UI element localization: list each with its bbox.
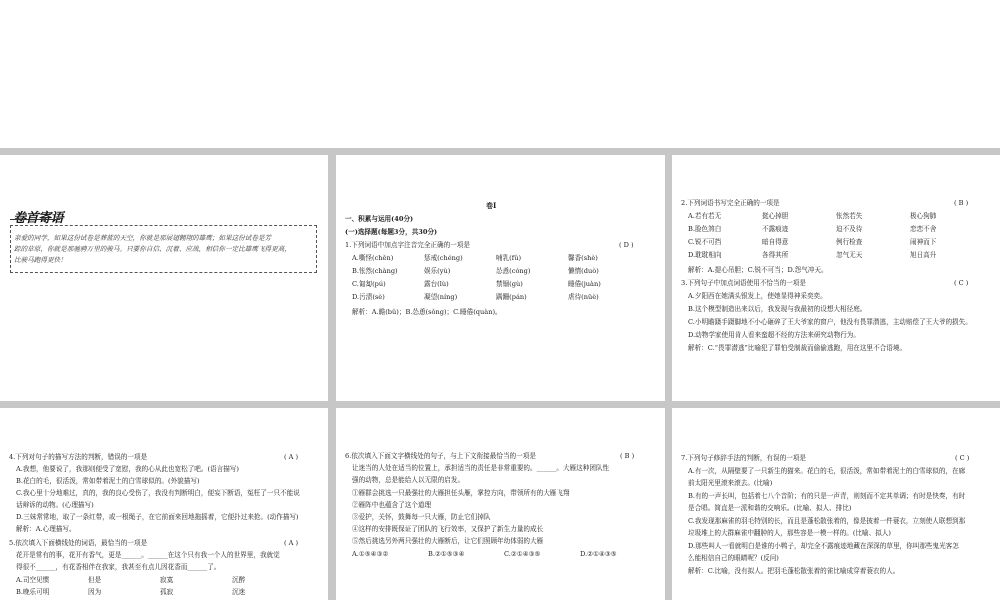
q2-option-cell: 暗自得意 xyxy=(762,238,789,246)
q5-option-cell: 沉醉 xyxy=(232,576,246,584)
question-5-text: 得很不______，有花香相伴在我家，我甚至有点儿因花香而______了。 xyxy=(16,563,221,571)
q2-option-cell: D.耽耽相向 xyxy=(688,251,722,259)
q1-option-cell: 懒惰(duò) xyxy=(568,267,599,275)
question-6-item: ①雁群会挑选一只最强壮的大雁担任头雁，掌控方向，带领所有的大雁飞翔 xyxy=(352,489,570,497)
blank-area xyxy=(0,0,1000,148)
answer-1: ( D ) xyxy=(619,241,634,249)
q6-option-row xyxy=(352,550,656,562)
question-3-option: A.夕阳西在她满头银发上，使她显得神采奕奕。 xyxy=(688,292,827,300)
question-2: 2.下列词语书写完全正确的一项是 xyxy=(681,199,780,207)
q1-option-cell: 娱乐(yù) xyxy=(424,267,451,275)
page-title: 卷首寄语 xyxy=(13,211,64,226)
page-intro xyxy=(0,155,328,401)
page-q4-q5 xyxy=(0,408,328,600)
question-3-option: C.小明瞻蹑手蹑脚地不小心砸碎了王大爷家的窗户，他没有畏罪潜逃，主动赔偿了王大爷的损失。 xyxy=(688,318,972,326)
section-heading: 一、积累与运用(40分) xyxy=(345,215,414,223)
question-7-option: 么能相信自己的眼睛呢？(反问) xyxy=(688,554,779,562)
question-7-note: 解析：C.比喻，没有拟人。把羽毛蓬松散张着的雀比喻成穿着蓑衣的人。 xyxy=(688,567,900,575)
q1-option-cell: 惩戒(chéng) xyxy=(424,254,463,262)
q5-option-cell: B.晚乐可明 xyxy=(16,588,50,596)
question-7-option: D.那些叫人一看就明白是谁的小鸭子，却完全不露痕迹地藏在深深的草里，你叫那些鬼光客怎 xyxy=(688,542,959,550)
q1-option-row xyxy=(352,280,640,293)
question-1-options xyxy=(352,254,640,306)
q1-option-row xyxy=(352,267,640,280)
q2-option-row xyxy=(688,225,984,238)
answer-4: ( A ) xyxy=(284,453,299,461)
q1-option-cell: D.污渍(sè) xyxy=(352,293,385,301)
question-3-option: B.这个模型制造出来以后，我发现与我最初的设想大相径庭。 xyxy=(688,305,867,313)
q6-option-cell: C.②①④③⑤ xyxy=(504,550,541,558)
question-6-item: ⑤然后挑选另外两只强壮的大雁断后，让它们照顾年幼体弱的大雁 xyxy=(352,537,544,545)
q6-option-cell: D.②①④③⑤ xyxy=(580,550,617,558)
q2-option-row xyxy=(688,251,984,264)
q1-option-cell: 睡倦(juàn) xyxy=(568,280,601,288)
q1-option-cell: 虐待(nüè) xyxy=(568,293,599,301)
q2-option-cell: 迫不及待 xyxy=(836,225,863,233)
q2-option-cell: C.锐不可挡 xyxy=(688,238,722,246)
question-7-option: 前太阳光里滚来滚去。(比喻) xyxy=(688,479,773,487)
answer-3: ( C ) xyxy=(954,279,969,287)
question-7-option: B.有的一声长叫，包括着七八个音阶；有的只是一声青，则刻而不定其单调；有时是快奏，有时 xyxy=(688,492,966,500)
answer-6: ( B ) xyxy=(620,452,635,460)
question-4: 4.下列对句子的描写方法的判断，错误的一项是 xyxy=(9,453,148,461)
q1-option-cell: 哺乳(fǔ) xyxy=(496,254,522,262)
question-4-option: A.我想，他要说了，我那则便受了宽慰，我的心从此也宽松了吧。(语言描写) xyxy=(16,465,240,473)
intro-text: 亲爱的同学，如果这份试卷是葬蓝的天空，你就是那展翅翱翔的雄鹰；如果这份试卷是芳 踪的草原，你就是那驰骋万里的骏马。只要你自信、沉着、应战，相信你一定比雄鹰飞得更高， 比骏马跑得更快！ xyxy=(14,234,291,264)
q1-option-row xyxy=(352,254,640,267)
q2-option-row xyxy=(688,212,984,225)
q2-option-cell: 例行检查 xyxy=(836,238,863,246)
question-7-option: 是合唱。简直是一派和谐的交响乐。(比喻、拟人、排比) xyxy=(688,504,852,512)
q2-option-cell: 怅然若失 xyxy=(836,212,863,220)
question-3: 3.下列句子中加点词语使用不恰当的一项是 xyxy=(681,279,806,287)
q1-option-cell: 凝望(níng) xyxy=(424,293,458,301)
q1-option-cell: B.怅然(chàng) xyxy=(352,267,398,275)
q1-option-cell: 馨香(shè) xyxy=(568,254,598,262)
q2-option-cell: 挺心掉胆 xyxy=(762,212,789,220)
question-6-item: ②雁阵中也蕴含了这个道理 xyxy=(352,501,432,509)
question-1-note: 解析：A.瞻(bǔ)；B.怂恿(sǒng)；C.睡倦(quàn)。 xyxy=(352,308,502,316)
page-q7 xyxy=(672,408,1000,600)
question-4-note: 解析：A.心理描写。 xyxy=(16,525,76,533)
question-3-note: 解析：C.“畏罪潜逃”比喻犯了罪怕受制裁而偷偷逃跑，用在这里不合语境。 xyxy=(688,344,907,352)
question-6-text: 强的动物，总是能给人以无限的启发。 xyxy=(352,476,465,484)
q2-option-cell: A.若有若无 xyxy=(688,212,722,220)
page-q1 xyxy=(336,155,665,401)
page-q6 xyxy=(336,408,665,600)
question-7: 7.下列句子修辞手法的判断，有误的一项是 xyxy=(681,454,806,462)
question-7-option: A.有一次，从隔壁要了一只新生的猫来。花白的毛，很活泼，常如带着泥土的白雪球似的，在廊 xyxy=(688,467,966,475)
question-7-option: C.我发现那麻雀的羽毛特别的长，而且是蓬松散张着的，像是披着一件蓑衣，立刻使人联想到那 xyxy=(688,517,966,525)
q1-option-cell: 露台(lù) xyxy=(424,280,449,288)
q1-option-cell: A.嘶怪(chěn) xyxy=(352,254,394,262)
question-4-option: D.三妹常常地，取了一条红带，或一根绳子，在它前面来回地拖摇着，它便扑过来抢。(动作描写) xyxy=(16,513,299,521)
question-6-item: ④这样的安排既保证了团队的飞行效率，又保护了新生力量的成长 xyxy=(352,525,544,533)
subsection-heading: (一)选择题(每题3分，共30分) xyxy=(345,228,438,236)
question-5-text: 花开是常有的事，花开有香气，更是______。______在这个只有我一个人的世界里，我就觉 xyxy=(16,551,280,559)
question-7-option: 垃圾堆上的大群麻雀中翻肿的人，那些容是一模一样的。(比喻、拟人) xyxy=(688,529,891,537)
q2-option-cell: 闹神而下 xyxy=(910,238,937,246)
question-6-text: 让迷当的人处在适当的位置上，承担适当的责任是非常重要的。______。大雁这种团队性 xyxy=(352,464,610,472)
volume-label: 卷Ⅰ xyxy=(486,201,497,210)
answer-7: ( C ) xyxy=(955,454,970,462)
question-2-options xyxy=(688,212,984,264)
q5-option-cell: A.司空见惯 xyxy=(16,576,50,584)
q2-option-cell: 旭日高升 xyxy=(910,251,937,259)
answer-2: ( B ) xyxy=(954,199,969,207)
q1-option-row xyxy=(352,293,640,306)
q5-option-cell: 因为 xyxy=(88,588,102,596)
q2-option-cell: B.脸色煞白 xyxy=(688,225,722,233)
q6-option-cell: B.②①⑤③④ xyxy=(428,550,465,558)
q2-option-row xyxy=(688,238,984,251)
q2-option-cell: 各得其所 xyxy=(762,251,789,259)
q1-option-cell: 蹒跚(pán) xyxy=(496,293,527,301)
page-q2-q3 xyxy=(672,155,1000,401)
q5-option-cell: 但是 xyxy=(88,576,102,584)
q5-option-cell: 孤寂 xyxy=(160,588,174,596)
question-4-option: C.我心里十分地难过，真的，我的良心受伤了，我没有判断明白，便妄下断语，冤枉了一只不能说 xyxy=(16,489,300,497)
question-2-note: 解析：A.提心吊胆；C.锐不可当；D.怨气冲天。 xyxy=(688,266,828,274)
q1-option-cell: 怂恿(cóng) xyxy=(496,267,531,275)
question-3-option: D.动物学家使用肯人看来蛮超不经的方法来研究动物行为。 xyxy=(688,331,860,339)
q1-option-cell: 禁锢(gù) xyxy=(496,280,523,288)
question-6: 6.依次填入下面文字横线处的句子，与上下文衔接最恰当的一项是 xyxy=(345,452,536,460)
question-4-option: 话辩诉的动物。(心理描写) xyxy=(16,501,94,509)
q2-option-cell: 恋恋不舍 xyxy=(910,225,937,233)
question-6-options xyxy=(352,550,656,562)
question-4-option: B.花白的毛，很活泼，常如带着泥土的白雪球似的。(外貌描写) xyxy=(16,477,200,485)
q2-option-cell: 忽气无天 xyxy=(836,251,863,259)
q2-option-cell: 不露痕迹 xyxy=(762,225,789,233)
q5-option-row xyxy=(16,576,304,588)
q6-option-cell: A.①⑤④③② xyxy=(352,550,389,558)
question-1: 1.下列词语中加点字注音完全正确的一项是 xyxy=(345,241,470,249)
q5-option-row xyxy=(16,588,304,600)
question-5-options xyxy=(16,576,304,600)
q5-option-cell: 沉迷 xyxy=(232,588,246,596)
question-5: 5.依次填入下面横线处的词语，最恰当的一项是 xyxy=(9,539,148,547)
q2-option-cell: 极心狗肺 xyxy=(910,212,937,220)
q1-option-cell: C.匍匐(pú) xyxy=(352,280,386,288)
answer-5: ( A ) xyxy=(284,539,299,547)
question-6-item: ③爱护，关怀，鼓舞每一只大雁，防止它们掉队 xyxy=(352,513,491,521)
q5-option-cell: 寂寞 xyxy=(160,576,174,584)
